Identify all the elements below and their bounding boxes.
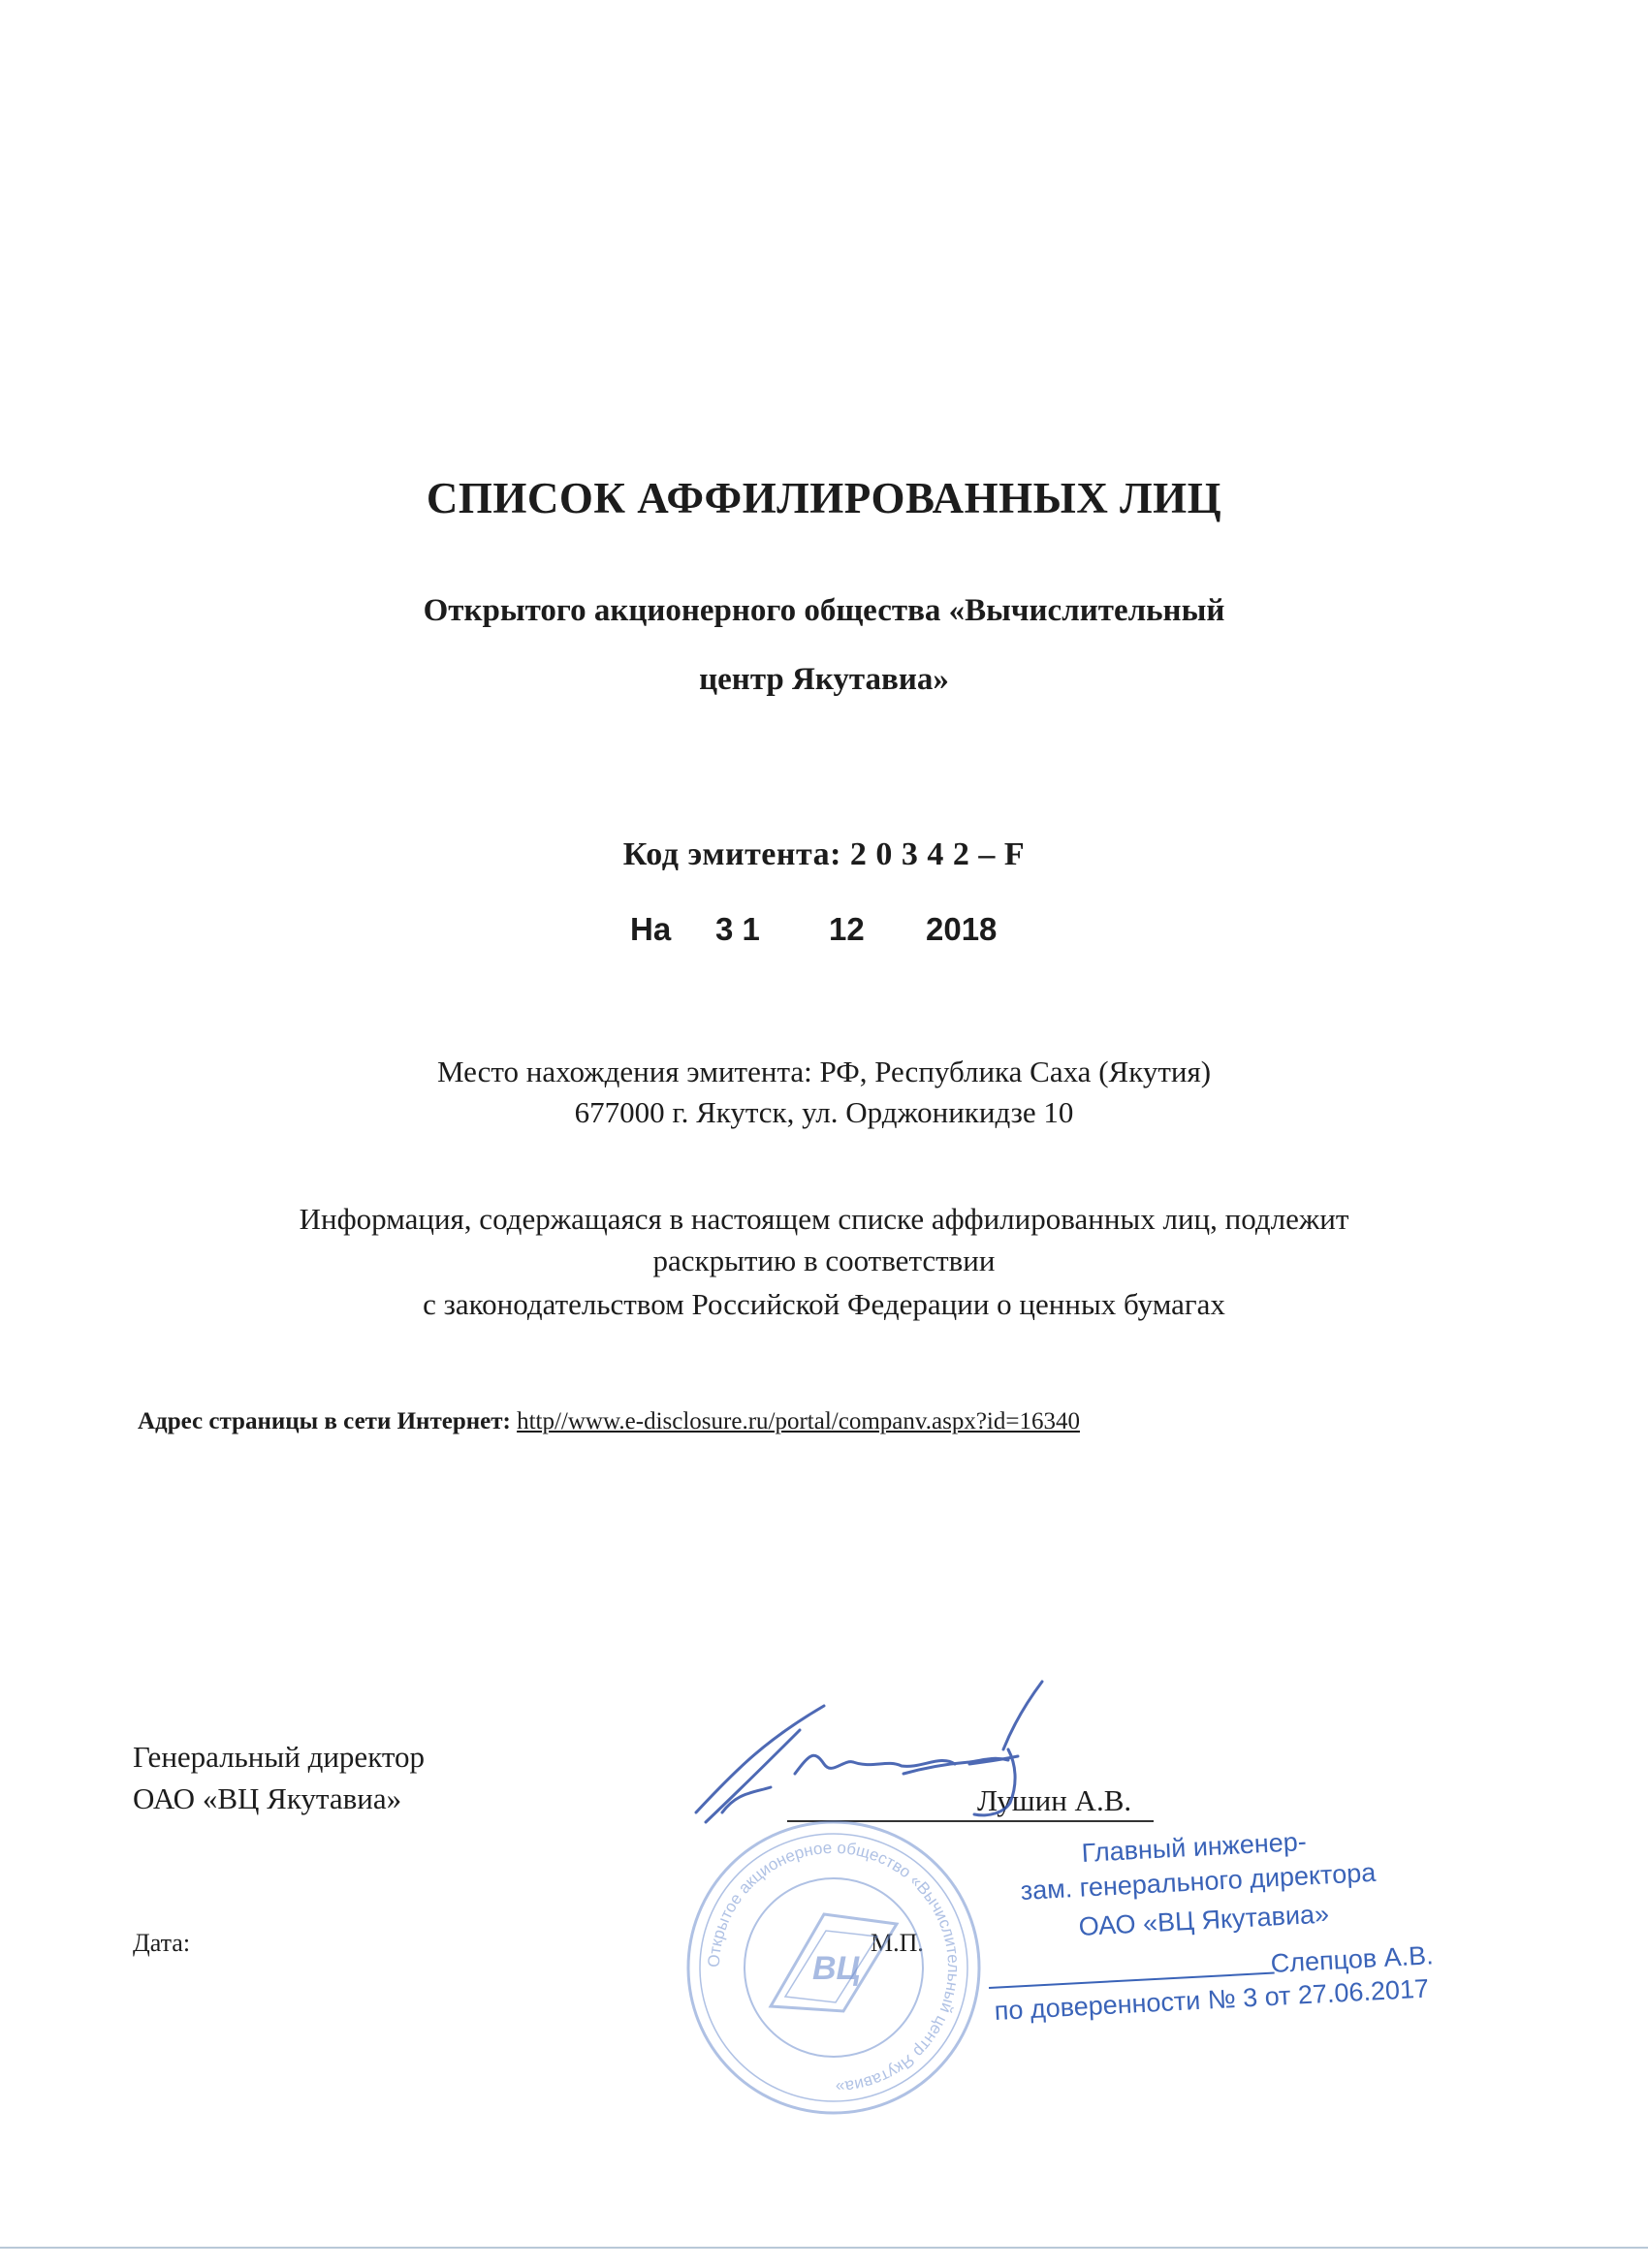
stamp-line5: по доверенности № 3 от 27.06.2017 bbox=[994, 1973, 1430, 2026]
stamp-line4: Слепцов А.В. bbox=[1270, 1940, 1435, 1978]
signer-position-line1: Генеральный директор bbox=[133, 1740, 425, 1774]
document-title: СПИСОК АФФИЛИРОВАННЫХ ЛИЦ bbox=[426, 474, 1222, 522]
stamp-line1: Главный инженер- bbox=[1081, 1826, 1308, 1868]
page-bottom-rule bbox=[0, 2247, 1648, 2249]
issuer-location-line1: Место нахождения эмитента: РФ, Республика Саха (Якутия) bbox=[436, 1055, 1212, 1088]
web-address bbox=[138, 1408, 1080, 1435]
disclosure-info-line1: Информация, содержащаяся в настоящем списке аффилированных лиц, подлежит bbox=[299, 1202, 1349, 1236]
date-month: 12 bbox=[829, 911, 865, 947]
company-name-line1: Открытого акционерного общества «Вычислительный bbox=[423, 593, 1225, 628]
date-day: 3 1 bbox=[715, 911, 760, 947]
web-address-label: Адрес страницы в сети Интернет: bbox=[138, 1408, 511, 1434]
date-prefix: На bbox=[630, 911, 672, 947]
stamp-line2: зам. генерального директора bbox=[1020, 1857, 1377, 1906]
web-address-link[interactable]: http//www.e-disclosure.ru/portal/companv.aspx?id=16340 bbox=[517, 1408, 1080, 1434]
issuer-code: Код эмитента: 2 0 3 4 2 – F bbox=[622, 836, 1026, 872]
signer-name: Лушин А.В. bbox=[977, 1783, 1132, 1817]
date-year: 2018 bbox=[926, 911, 998, 947]
seal-center-text: ВЦ bbox=[812, 1950, 861, 1987]
seal-place-label: М.П. bbox=[871, 1929, 924, 1957]
date-label: Дата: bbox=[133, 1929, 191, 1957]
handwritten-signature bbox=[679, 1667, 1144, 1871]
seal-ring-text: Открытое акционерное общество «Вычислительный центр Якутавиа» bbox=[704, 1838, 964, 2097]
disclosure-info-line3: с законодательством Российской Федерации о ценных бумагах bbox=[423, 1287, 1225, 1321]
company-name-line2: центр Якутавиа» bbox=[699, 662, 949, 697]
signer-position-line2: ОАО «ВЦ Якутавиа» bbox=[133, 1781, 402, 1815]
stamp-line3: ОАО «ВЦ Якутавиа» bbox=[1078, 1899, 1330, 1941]
disclosure-info-line2: раскрытию в соответствии bbox=[652, 1244, 996, 1277]
issuer-location-line2: 677000 г. Якутск, ул. Орджоникидзе 10 bbox=[574, 1095, 1074, 1129]
